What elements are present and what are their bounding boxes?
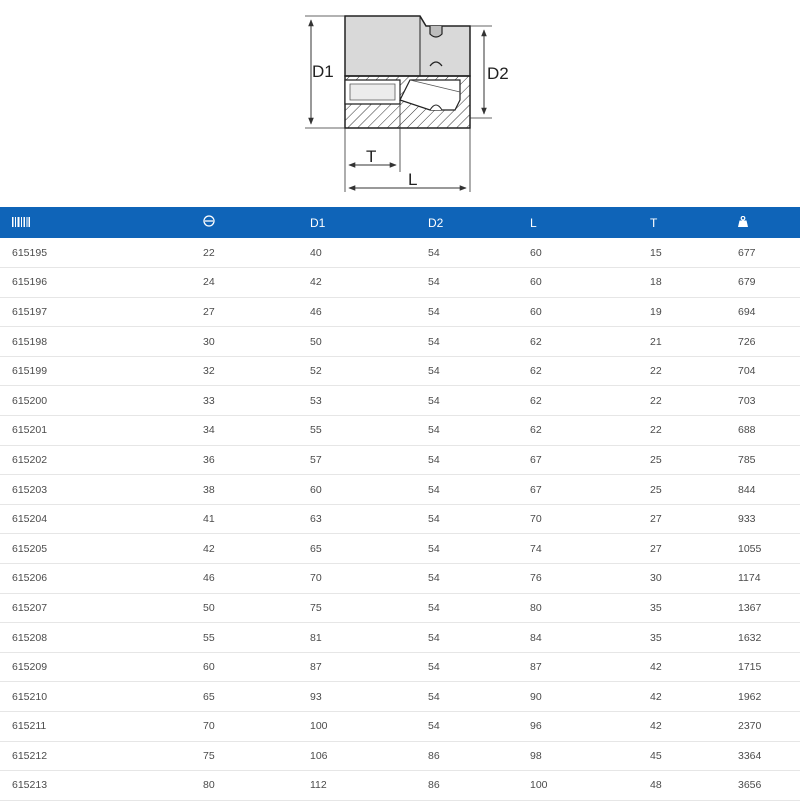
cell-t: 21 <box>650 335 662 348</box>
cell-t: 18 <box>650 276 662 289</box>
cell-t: 42 <box>650 720 662 733</box>
table-row <box>0 682 800 712</box>
cell-l: 67 <box>530 453 542 466</box>
cell-size: 32 <box>203 365 215 378</box>
header-t: T <box>650 215 658 230</box>
table-header-row <box>0 207 800 238</box>
cell-weight: 726 <box>738 335 756 348</box>
cell-article-code: 615201 <box>12 424 48 437</box>
cell-t: 45 <box>650 749 662 762</box>
cell-d1: 60 <box>310 483 322 496</box>
table-row <box>0 593 800 623</box>
header-d1: D1 <box>310 215 326 230</box>
cell-l: 80 <box>530 601 542 614</box>
cell-article-code: 615208 <box>12 631 48 644</box>
cell-weight: 1962 <box>738 690 762 703</box>
table-row <box>0 712 800 742</box>
header-l: L <box>530 215 537 230</box>
cell-size: 30 <box>203 335 215 348</box>
cell-l: 87 <box>530 661 542 674</box>
table-row <box>0 356 800 386</box>
cell-article-code: 615207 <box>12 601 48 614</box>
cell-size: 70 <box>203 720 215 733</box>
cell-size: 65 <box>203 690 215 703</box>
cell-t: 15 <box>650 246 662 259</box>
cell-d2: 54 <box>428 276 440 289</box>
cell-article-code: 615195 <box>12 246 48 259</box>
cell-l: 60 <box>530 305 542 318</box>
cell-l: 98 <box>530 749 542 762</box>
cell-d1: 57 <box>310 453 322 466</box>
cell-d2: 86 <box>428 749 440 762</box>
cell-d1: 70 <box>310 572 322 585</box>
cell-t: 27 <box>650 513 662 526</box>
table-row <box>0 771 800 801</box>
table-row <box>0 475 800 505</box>
cell-d2: 54 <box>428 453 440 466</box>
cell-d2: 54 <box>428 394 440 407</box>
header-weight <box>726 207 800 238</box>
cell-l: 62 <box>530 424 542 437</box>
cell-d2: 54 <box>428 542 440 555</box>
table-row <box>0 386 800 416</box>
cell-d1: 52 <box>310 365 322 378</box>
cell-weight: 1632 <box>738 631 762 644</box>
table-row <box>0 534 800 564</box>
table-row <box>0 238 800 268</box>
cell-article-code: 615210 <box>12 690 48 703</box>
cell-l: 74 <box>530 542 542 555</box>
table-row <box>0 504 800 534</box>
cell-article-code: 615209 <box>12 661 48 674</box>
cell-article-code: 615203 <box>12 483 48 496</box>
cell-weight: 703 <box>738 394 756 407</box>
cell-d2: 54 <box>428 513 440 526</box>
cell-size: 50 <box>203 601 215 614</box>
cell-size: 27 <box>203 305 215 318</box>
cell-weight: 677 <box>738 246 756 259</box>
cell-d1: 100 <box>310 720 328 733</box>
barcode-icon <box>12 216 30 230</box>
svg-text:L: L <box>408 170 418 189</box>
cell-d1: 81 <box>310 631 322 644</box>
cell-d2: 54 <box>428 365 440 378</box>
cell-article-code: 615206 <box>12 572 48 585</box>
cell-t: 42 <box>650 690 662 703</box>
hex-size-icon <box>203 215 215 230</box>
cell-size: 75 <box>203 749 215 762</box>
cell-d2: 54 <box>428 572 440 585</box>
cell-d1: 55 <box>310 424 322 437</box>
cell-l: 84 <box>530 631 542 644</box>
cell-l: 76 <box>530 572 542 585</box>
cell-t: 22 <box>650 424 662 437</box>
cell-d1: 46 <box>310 305 322 318</box>
cell-d2: 54 <box>428 601 440 614</box>
cell-weight: 1715 <box>738 661 762 674</box>
cell-weight: 933 <box>738 513 756 526</box>
cell-article-code: 615200 <box>12 394 48 407</box>
cell-d1: 75 <box>310 601 322 614</box>
table-row <box>0 416 800 446</box>
cell-l: 62 <box>530 394 542 407</box>
cell-weight: 3656 <box>738 779 762 792</box>
cell-size: 33 <box>203 394 215 407</box>
cell-d2: 54 <box>428 661 440 674</box>
cell-t: 42 <box>650 661 662 674</box>
cell-size: 46 <box>203 572 215 585</box>
cell-d1: 50 <box>310 335 322 348</box>
cell-d1: 87 <box>310 661 322 674</box>
cell-l: 60 <box>530 276 542 289</box>
socket-dimension-diagram <box>0 0 800 205</box>
weight-icon <box>738 216 748 230</box>
cell-article-code: 615196 <box>12 276 48 289</box>
cell-size: 34 <box>203 424 215 437</box>
cell-weight: 1367 <box>738 601 762 614</box>
cell-t: 30 <box>650 572 662 585</box>
cell-d1: 106 <box>310 749 328 762</box>
svg-text:D1: D1 <box>312 62 334 81</box>
cell-l: 70 <box>530 513 542 526</box>
cell-d2: 54 <box>428 305 440 318</box>
cell-weight: 3364 <box>738 749 762 762</box>
cell-l: 67 <box>530 483 542 496</box>
cell-l: 62 <box>530 335 542 348</box>
cell-t: 25 <box>650 483 662 496</box>
cell-l: 60 <box>530 246 542 259</box>
table-row <box>0 268 800 298</box>
cell-size: 55 <box>203 631 215 644</box>
header-size <box>191 207 298 238</box>
cell-d1: 93 <box>310 690 322 703</box>
table-row <box>0 564 800 594</box>
cell-l: 90 <box>530 690 542 703</box>
socket-spec-table <box>0 207 800 801</box>
cell-article-code: 615198 <box>12 335 48 348</box>
cell-d1: 40 <box>310 246 322 259</box>
cell-size: 36 <box>203 453 215 466</box>
table-row <box>0 327 800 357</box>
cell-size: 38 <box>203 483 215 496</box>
cell-article-code: 615197 <box>12 305 48 318</box>
cell-d2: 54 <box>428 424 440 437</box>
table-row <box>0 297 800 327</box>
cell-weight: 694 <box>738 305 756 318</box>
cell-article-code: 615211 <box>12 720 47 733</box>
cell-weight: 688 <box>738 424 756 437</box>
cell-article-code: 615199 <box>12 365 48 378</box>
header-article-code <box>0 207 191 238</box>
cell-t: 27 <box>650 542 662 555</box>
cell-d1: 65 <box>310 542 322 555</box>
table-row <box>0 652 800 682</box>
cell-d2: 54 <box>428 631 440 644</box>
cell-l: 62 <box>530 365 542 378</box>
cell-size: 60 <box>203 661 215 674</box>
svg-text:T: T <box>366 147 377 166</box>
cell-size: 24 <box>203 276 215 289</box>
cell-l: 96 <box>530 720 542 733</box>
cell-t: 22 <box>650 365 662 378</box>
cell-t: 25 <box>650 453 662 466</box>
header-d2: D2 <box>428 215 444 230</box>
cell-d2: 54 <box>428 335 440 348</box>
cell-weight: 704 <box>738 365 756 378</box>
cell-article-code: 615204 <box>12 513 48 526</box>
cell-t: 35 <box>650 601 662 614</box>
cell-weight: 1055 <box>738 542 762 555</box>
cell-d2: 54 <box>428 720 440 733</box>
cell-d2: 54 <box>428 690 440 703</box>
cell-article-code: 615202 <box>12 453 48 466</box>
cell-t: 22 <box>650 394 662 407</box>
cell-article-code: 615205 <box>12 542 48 555</box>
cell-size: 42 <box>203 542 215 555</box>
cell-d1: 63 <box>310 513 322 526</box>
cell-t: 35 <box>650 631 662 644</box>
cell-article-code: 615212 <box>12 749 48 762</box>
cell-d2: 54 <box>428 246 440 259</box>
cell-t: 48 <box>650 779 662 792</box>
table-row <box>0 741 800 771</box>
dimension-d2 <box>470 26 509 118</box>
cell-weight: 844 <box>738 483 756 496</box>
dimension-d1 <box>305 16 345 128</box>
cell-d2: 86 <box>428 779 440 792</box>
cell-d1: 42 <box>310 276 322 289</box>
table-body <box>0 238 800 800</box>
cell-size: 80 <box>203 779 215 792</box>
cell-size: 41 <box>203 513 215 526</box>
table-row <box>0 623 800 653</box>
cell-t: 19 <box>650 305 662 318</box>
table-row <box>0 445 800 475</box>
cell-weight: 2370 <box>738 720 762 733</box>
cell-weight: 679 <box>738 276 756 289</box>
cell-article-code: 615213 <box>12 779 48 792</box>
cell-weight: 1174 <box>738 572 761 585</box>
cell-d2: 54 <box>428 483 440 496</box>
cell-d1: 53 <box>310 394 322 407</box>
cell-weight: 785 <box>738 453 756 466</box>
cell-d1: 112 <box>310 779 327 792</box>
cell-l: 100 <box>530 779 548 792</box>
socket-body <box>345 16 470 128</box>
svg-text:D2: D2 <box>487 64 509 83</box>
cell-size: 22 <box>203 246 215 259</box>
